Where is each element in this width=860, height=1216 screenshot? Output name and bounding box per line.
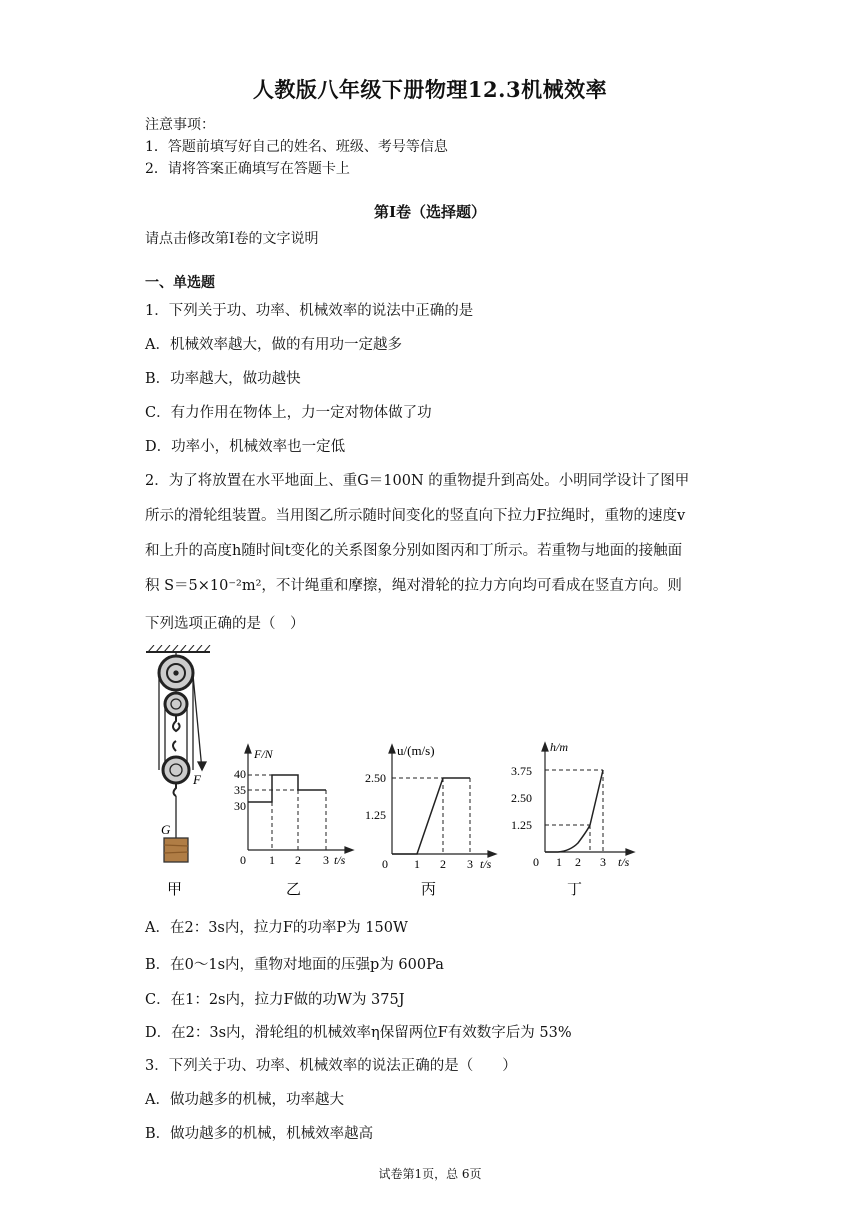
q1-option-a: A．机械效率越大，做的有用功一定越多 <box>145 337 402 353</box>
q2-option-b: B．在0～1s内，重物对地面的压强p为 600Pa <box>145 957 444 973</box>
chart-velocity-ylabel: u/(m/s) <box>397 743 435 758</box>
chart-velocity-xlabel: t/s <box>480 857 492 871</box>
q3-option-b: B．做功越多的机械，机械效率越高 <box>145 1126 374 1142</box>
q3-stem: 3．下列关于功、功率、机械效率的说法正确的是（ ） <box>145 1058 517 1074</box>
q2-option-a: A．在2：3s内，拉力F的功率P为 150W <box>145 920 408 936</box>
force-label: F <box>193 772 201 787</box>
chart-velocity-xtick: 1 <box>414 857 420 871</box>
chart-velocity-ytick: 2.50 <box>365 771 386 785</box>
chart-velocity-ytick: 1.25 <box>365 808 386 822</box>
chart-height <box>542 743 634 855</box>
chart-force-ytick: 35 <box>234 783 246 797</box>
q1-option-d: D．功率小，机械效率也一定低 <box>145 439 346 455</box>
q2-stem-line-5: 下列选项正确的是（ ） <box>145 616 305 632</box>
chart-force-xtick: 2 <box>295 853 301 867</box>
pulley-diagram <box>146 645 210 862</box>
q1-option-b: B．功率越大，做功越快 <box>145 371 301 387</box>
chart-velocity-xtick: 2 <box>440 857 446 871</box>
caption-jia: 甲 <box>167 882 183 898</box>
notice-head: 注意事项： <box>145 117 215 133</box>
chart-height-xtick: 2 <box>575 855 581 869</box>
q2-stem-line-4: 积 S＝5×10⁻²m²，不计绳重和摩擦，绳对滑轮的拉力方向均可看成在竖直方向。则 <box>145 578 682 594</box>
chart-force-xtick: 0 <box>240 853 246 867</box>
part-heading: 一、单选题 <box>145 275 215 291</box>
q2-option-d: D．在2：3s内，滑轮组的机械效率η保留两位F有效数字后为 53% <box>145 1025 572 1041</box>
chart-force-xlabel: t/s <box>334 853 346 867</box>
chart-force-ylabel: F/N <box>254 747 273 761</box>
chart-velocity-xtick: 3 <box>467 857 473 871</box>
force-series-line <box>248 775 326 802</box>
chart-force-xtick: 3 <box>323 853 329 867</box>
chart-force-ytick: 40 <box>234 767 246 781</box>
caption-bing: 丙 <box>421 882 437 898</box>
chart-force-ytick: 30 <box>234 799 246 813</box>
caption-yi: 乙 <box>286 882 302 898</box>
q2-figure <box>140 645 650 900</box>
chart-height-ytick: 1.25 <box>511 818 532 832</box>
chart-force <box>245 745 353 853</box>
q3-option-a: A．做功越多的机械，功率越大 <box>145 1092 344 1108</box>
page-footer: 试卷第1页，总 6页 <box>378 1167 482 1181</box>
chart-height-xlabel: t/s <box>618 855 630 869</box>
notice-item-2: 2．请将答案正确填写在答题卡上 <box>145 161 350 177</box>
section-note: 请点击修改第I卷的文字说明 <box>145 231 319 247</box>
q1-option-c: C．有力作用在物体上，力一定对物体做了功 <box>145 405 432 421</box>
notice-item-1: 1．答题前填写好自己的姓名、班级、考号等信息 <box>145 139 448 155</box>
section-title: 第Ⅰ卷（选择题） <box>373 203 487 221</box>
page-title: 人教版八年级下册物理12.3机械效率 <box>252 77 608 102</box>
chart-velocity-xtick: 0 <box>382 857 388 871</box>
chart-height-ylabel: h/m <box>550 740 568 754</box>
chart-force-xtick: 1 <box>269 853 275 867</box>
chart-velocity <box>389 745 496 857</box>
q1-stem: 1．下列关于功、功率、机械效率的说法中正确的是 <box>145 303 474 319</box>
q2-stem-line-3: 和上升的高度h随时间t变化的关系图象分别如图丙和丁所示。若重物与地面的接触面 <box>145 543 683 559</box>
q2-stem-line-1: 2．为了将放置在水平地面上、重G＝100N 的重物提升到高处。小明同学设计了图甲 <box>145 473 690 489</box>
height-series-curve <box>545 770 603 852</box>
chart-height-ytick: 3.75 <box>511 764 532 778</box>
velocity-series-line <box>392 778 470 854</box>
q2-stem-line-2: 所示的滑轮组装置。当用图乙所示随时间变化的竖直向下拉力F拉绳时，重物的速度v <box>145 508 686 524</box>
chart-height-xtick: 0 <box>533 855 539 869</box>
chart-height-ytick: 2.50 <box>511 791 532 805</box>
q2-option-c: C．在1：2s内，拉力F做的功W为 375J <box>145 992 405 1008</box>
chart-height-xtick: 1 <box>556 855 562 869</box>
weight-label: G <box>161 822 171 837</box>
caption-ding: 丁 <box>567 882 583 898</box>
chart-height-xtick: 3 <box>600 855 606 869</box>
